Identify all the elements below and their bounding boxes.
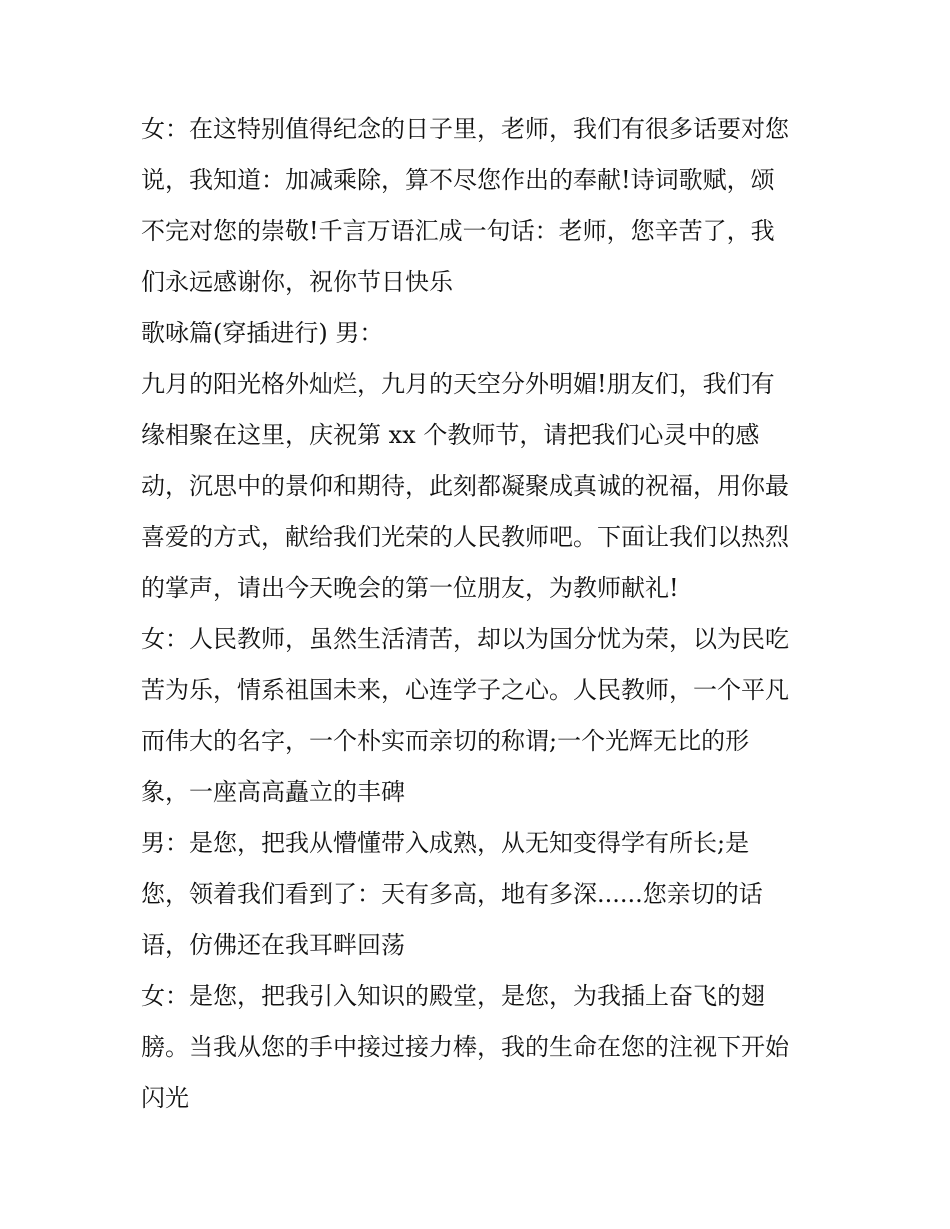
text-line: 们永远感谢你，祝你节日快乐: [141, 268, 453, 296]
document-body: [141, 104, 821, 1124]
text-line: 喜爱的方式，献给我们光荣的人民教师吧。下面让我们以热烈: [141, 523, 789, 551]
text-line: 象，一座高高矗立的丰碑: [141, 778, 405, 806]
text-line: 而伟大的名字，一个朴实而亲切的称谓;一个光辉无比的形: [141, 727, 750, 755]
text-line: 不完对您的崇敬!千言万语汇成一句话：老师，您辛苦了，我: [141, 217, 775, 245]
text-line: 女：在这特别值得纪念的日子里，老师，我们有很多话要对您: [141, 115, 789, 143]
text-line: 动，沉思中的景仰和期待，此刻都凝聚成真诚的祝福，用你最: [141, 472, 789, 500]
text-line: 语，仿佛还在我耳畔回荡: [141, 931, 405, 959]
text-line: 闪光: [141, 1084, 189, 1112]
text-line: 男：是您，把我从懵懂带入成熟，从无知变得学有所长;是: [141, 829, 750, 857]
text-line: 缘相聚在这里，庆祝第 xx 个教师节，请把我们心灵中的感: [141, 421, 760, 449]
text-line: 九月的阳光格外灿烂，九月的天空分外明媚!朋友们，我们有: [141, 370, 775, 398]
text-line: 女：是您，把我引入知识的殿堂，是您，为我插上奋飞的翅: [141, 982, 765, 1010]
section-heading: 歌咏篇(穿插进行) 男：: [141, 319, 384, 347]
text-line: 说，我知道：加减乘除，算不尽您作出的奉献!诗词歌赋，颂: [141, 166, 775, 194]
text-line: 您，领着我们看到了：天有多高，地有多深......您亲切的话: [141, 880, 763, 908]
text-line: 女：人民教师，虽然生活清苦，却以为国分忧为荣，以为民吃: [141, 625, 789, 653]
text-line: 膀。当我从您的手中接过接力棒，我的生命在您的注视下开始: [141, 1033, 789, 1061]
text-line: 的掌声，请出今天晚会的第一位朋友，为教师献礼!: [141, 574, 679, 602]
text-line: 苦为乐，情系祖国未来，心连学子之心。人民教师，一个平凡: [141, 676, 789, 704]
